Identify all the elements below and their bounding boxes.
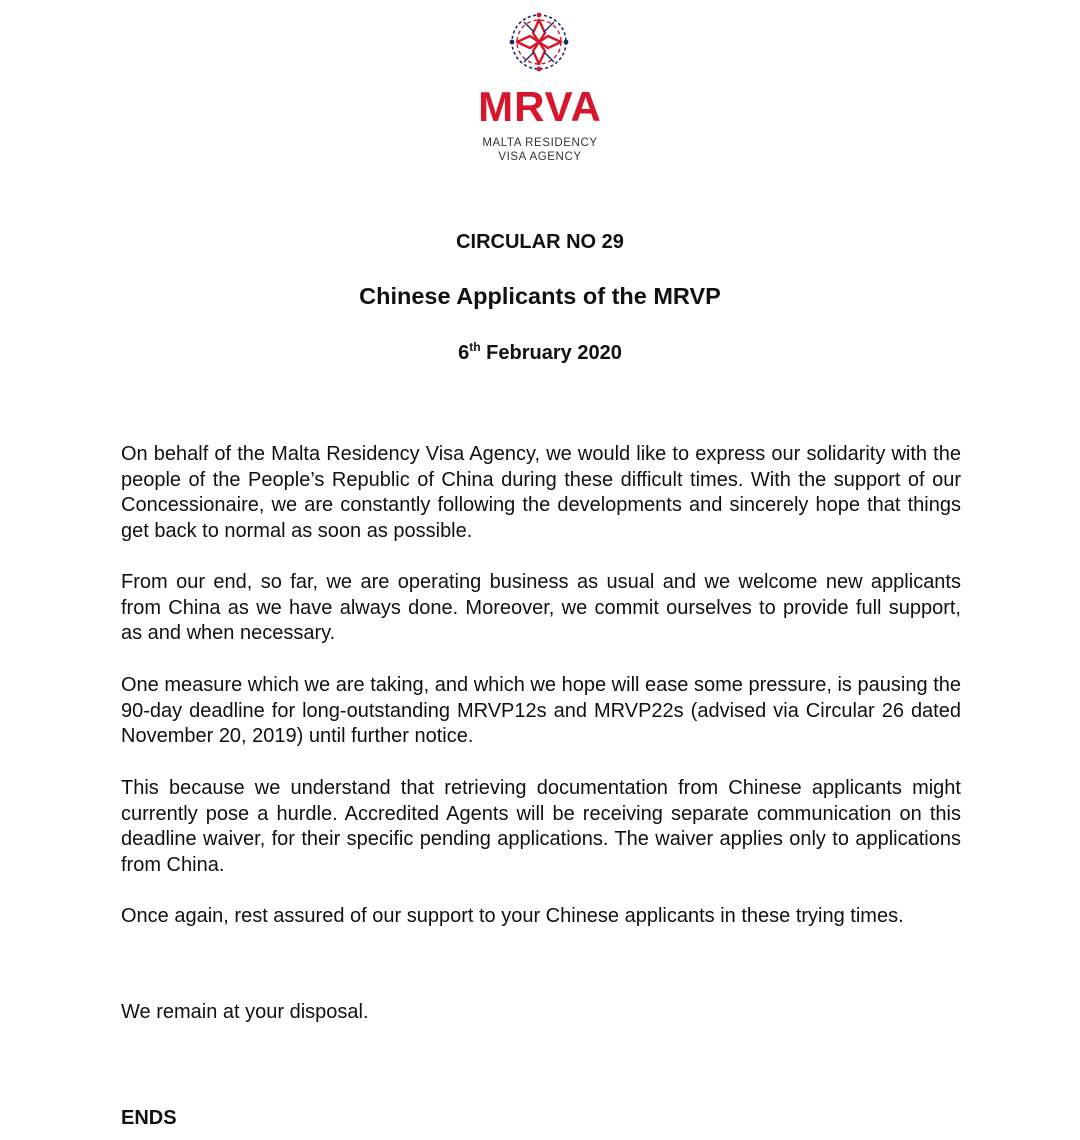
logo-subline-1: MALTA RESIDENCY — [482, 137, 598, 149]
paragraph-closing: We remain at your disposal. — [121, 1001, 369, 1023]
paragraph-solidarity: On behalf of the Malta Residency Visa Agency, we would like to express our solidarity with the people of the People’s Republic of China during these difficult times. With the support of our Concessionaire, we are constantly following the developments and sincerely hope that things get back to normal as soon as possible. — [121, 443, 961, 543]
ends-marker: ENDS — [121, 1107, 177, 1129]
paragraph-deadline-pause: One measure which we are taking, and which we hope will ease some pressure, is pausing the 90-day deadline for long-outstanding MRVP12s and MRVP22s (advised via Circular 26 dated November 20, 2019) until further notice. — [121, 674, 961, 748]
document-date — [0, 341, 1080, 365]
date-month-year: February 2020 — [480, 342, 622, 364]
mrva-emblem-icon — [504, 2, 574, 82]
logo-wordmark: MRVA — [478, 83, 602, 130]
paragraph-waiver: This because we understand that retrieving documentation from Chinese applicants might currently pose a hurdle. Accredited Agents will be receiving separate communication on this deadline waiver, for their specific pending applications. The waiver applies only to applications from China. — [121, 777, 961, 877]
document-title: Chinese Applicants of the MRVP — [359, 283, 721, 309]
circular-number: CIRCULAR NO 29 — [456, 231, 624, 253]
paragraph-assurance: Once again, rest assured of our support to your Chinese applicants in these trying times. — [121, 905, 904, 927]
date-day: 6 — [458, 342, 470, 364]
date-ordinal-suffix: th — [469, 340, 481, 354]
logo-subline-2: VISA AGENCY — [498, 151, 582, 163]
paragraph-business-as-usual: From our end, so far, we are operating business as usual and we welcome new applicants from China as we have always done. Moreover, we commit ourselves to provide full support, as and when necessary. — [121, 571, 961, 645]
